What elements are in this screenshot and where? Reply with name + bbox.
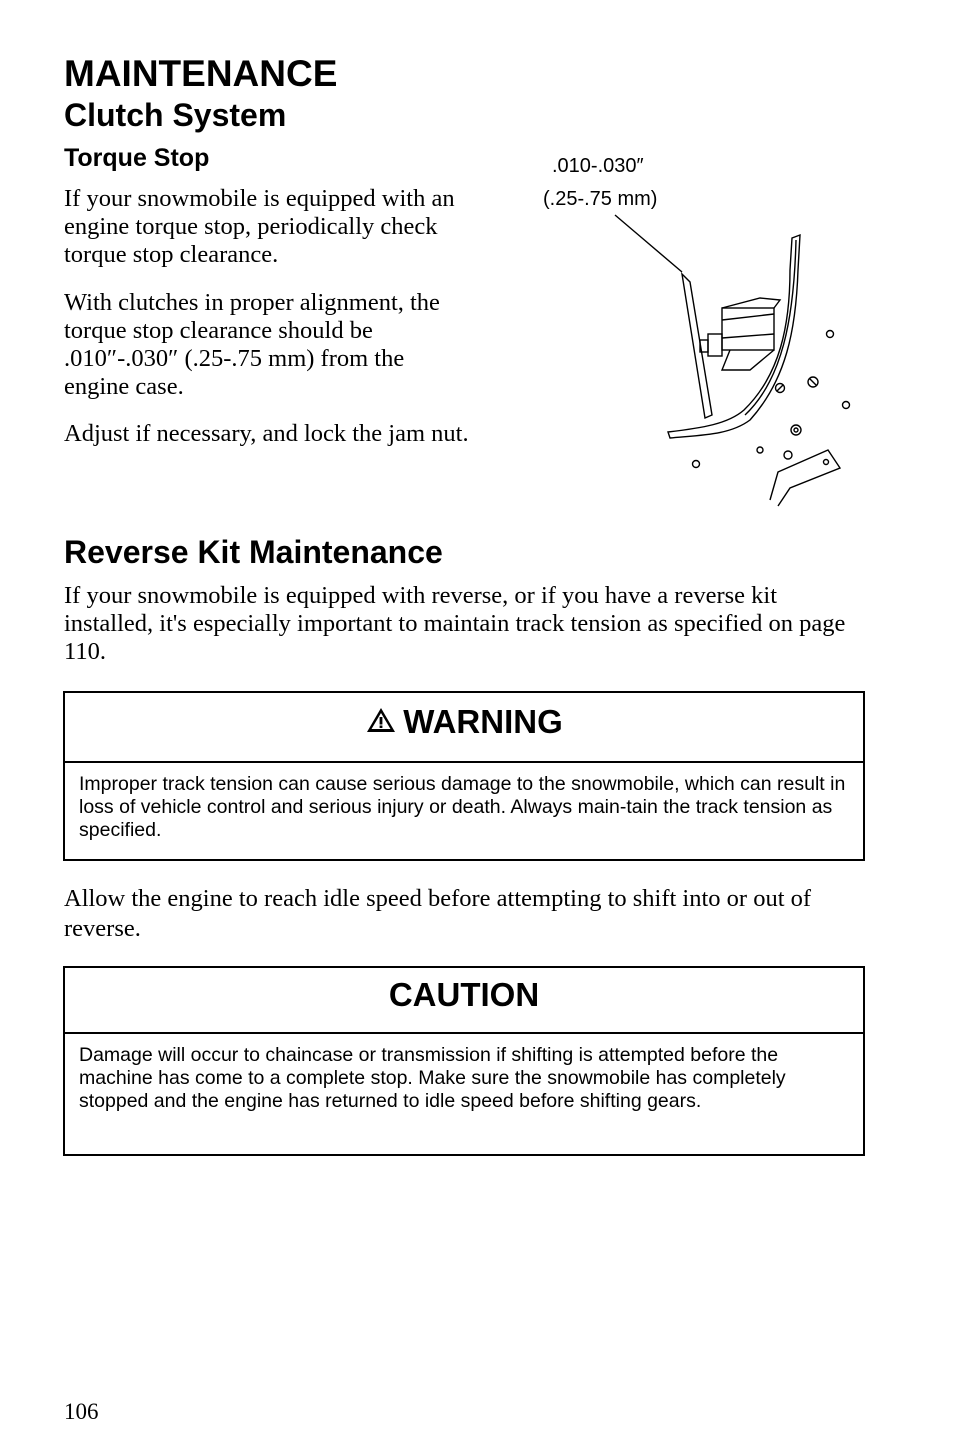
clearance-label-inches: .010-.030″ [552,155,644,177]
jam-nut [708,334,722,356]
mounting-bracket [770,450,840,506]
leader-line [615,215,682,272]
torque-stop-paragraph-3: Adjust if necessary, and lock the jam nut. [64,420,469,447]
torque-stop-diagram [610,210,870,510]
torque-stop-paragraph-1: If your snowmobile is equipped with an engine torque stop, periodically check torque stop clearance. [64,185,455,268]
warning-box [63,691,865,861]
section-title: Clutch System [64,97,287,133]
warning-header [65,693,863,763]
page-number: 106 [64,1399,99,1424]
caution-title: CAUTION [388,976,540,1013]
warning-triangle-icon [365,706,397,734]
bolt [827,331,834,338]
reverse-kit-paragraph-2: Allow the engine to reach idle speed before attempting to shift into or out of reverse. [64,885,812,942]
caution-text: Damage will occur to chaincase or transmission if shifting is attempted before the machine has come to a complete stop. Make sure the snowmobile has completely stopped and the engine has returned to idle speed before shifting gears. [79,1044,786,1112]
reverse-kit-paragraph-1: If your snowmobile is equipped with reverse, or if you have a reverse kit installed, it's especially important to maintain track tension as specified on page 110. [64,582,846,665]
warning-text: Improper track tension can cause serious damage to the snowmobile, which can result in loss of vehicle control and serious injury or death. Always main-tain the track tension as specified. [79,773,846,841]
caution-box [63,966,865,1156]
subsection-title: Torque Stop [64,144,210,172]
caution-header [65,968,863,1034]
page-title: MAINTENANCE [64,53,338,94]
torque-stop-paragraph-2: With clutches in proper alignment, the torque stop clearance should be .010″-.030″ (.25-.75 mm) from the engine case. [64,289,440,400]
warning-title: WARNING [403,703,563,740]
reverse-kit-heading: Reverse Kit Maintenance [64,534,443,570]
clearance-label-mm: (.25-.75 mm) [543,188,658,210]
